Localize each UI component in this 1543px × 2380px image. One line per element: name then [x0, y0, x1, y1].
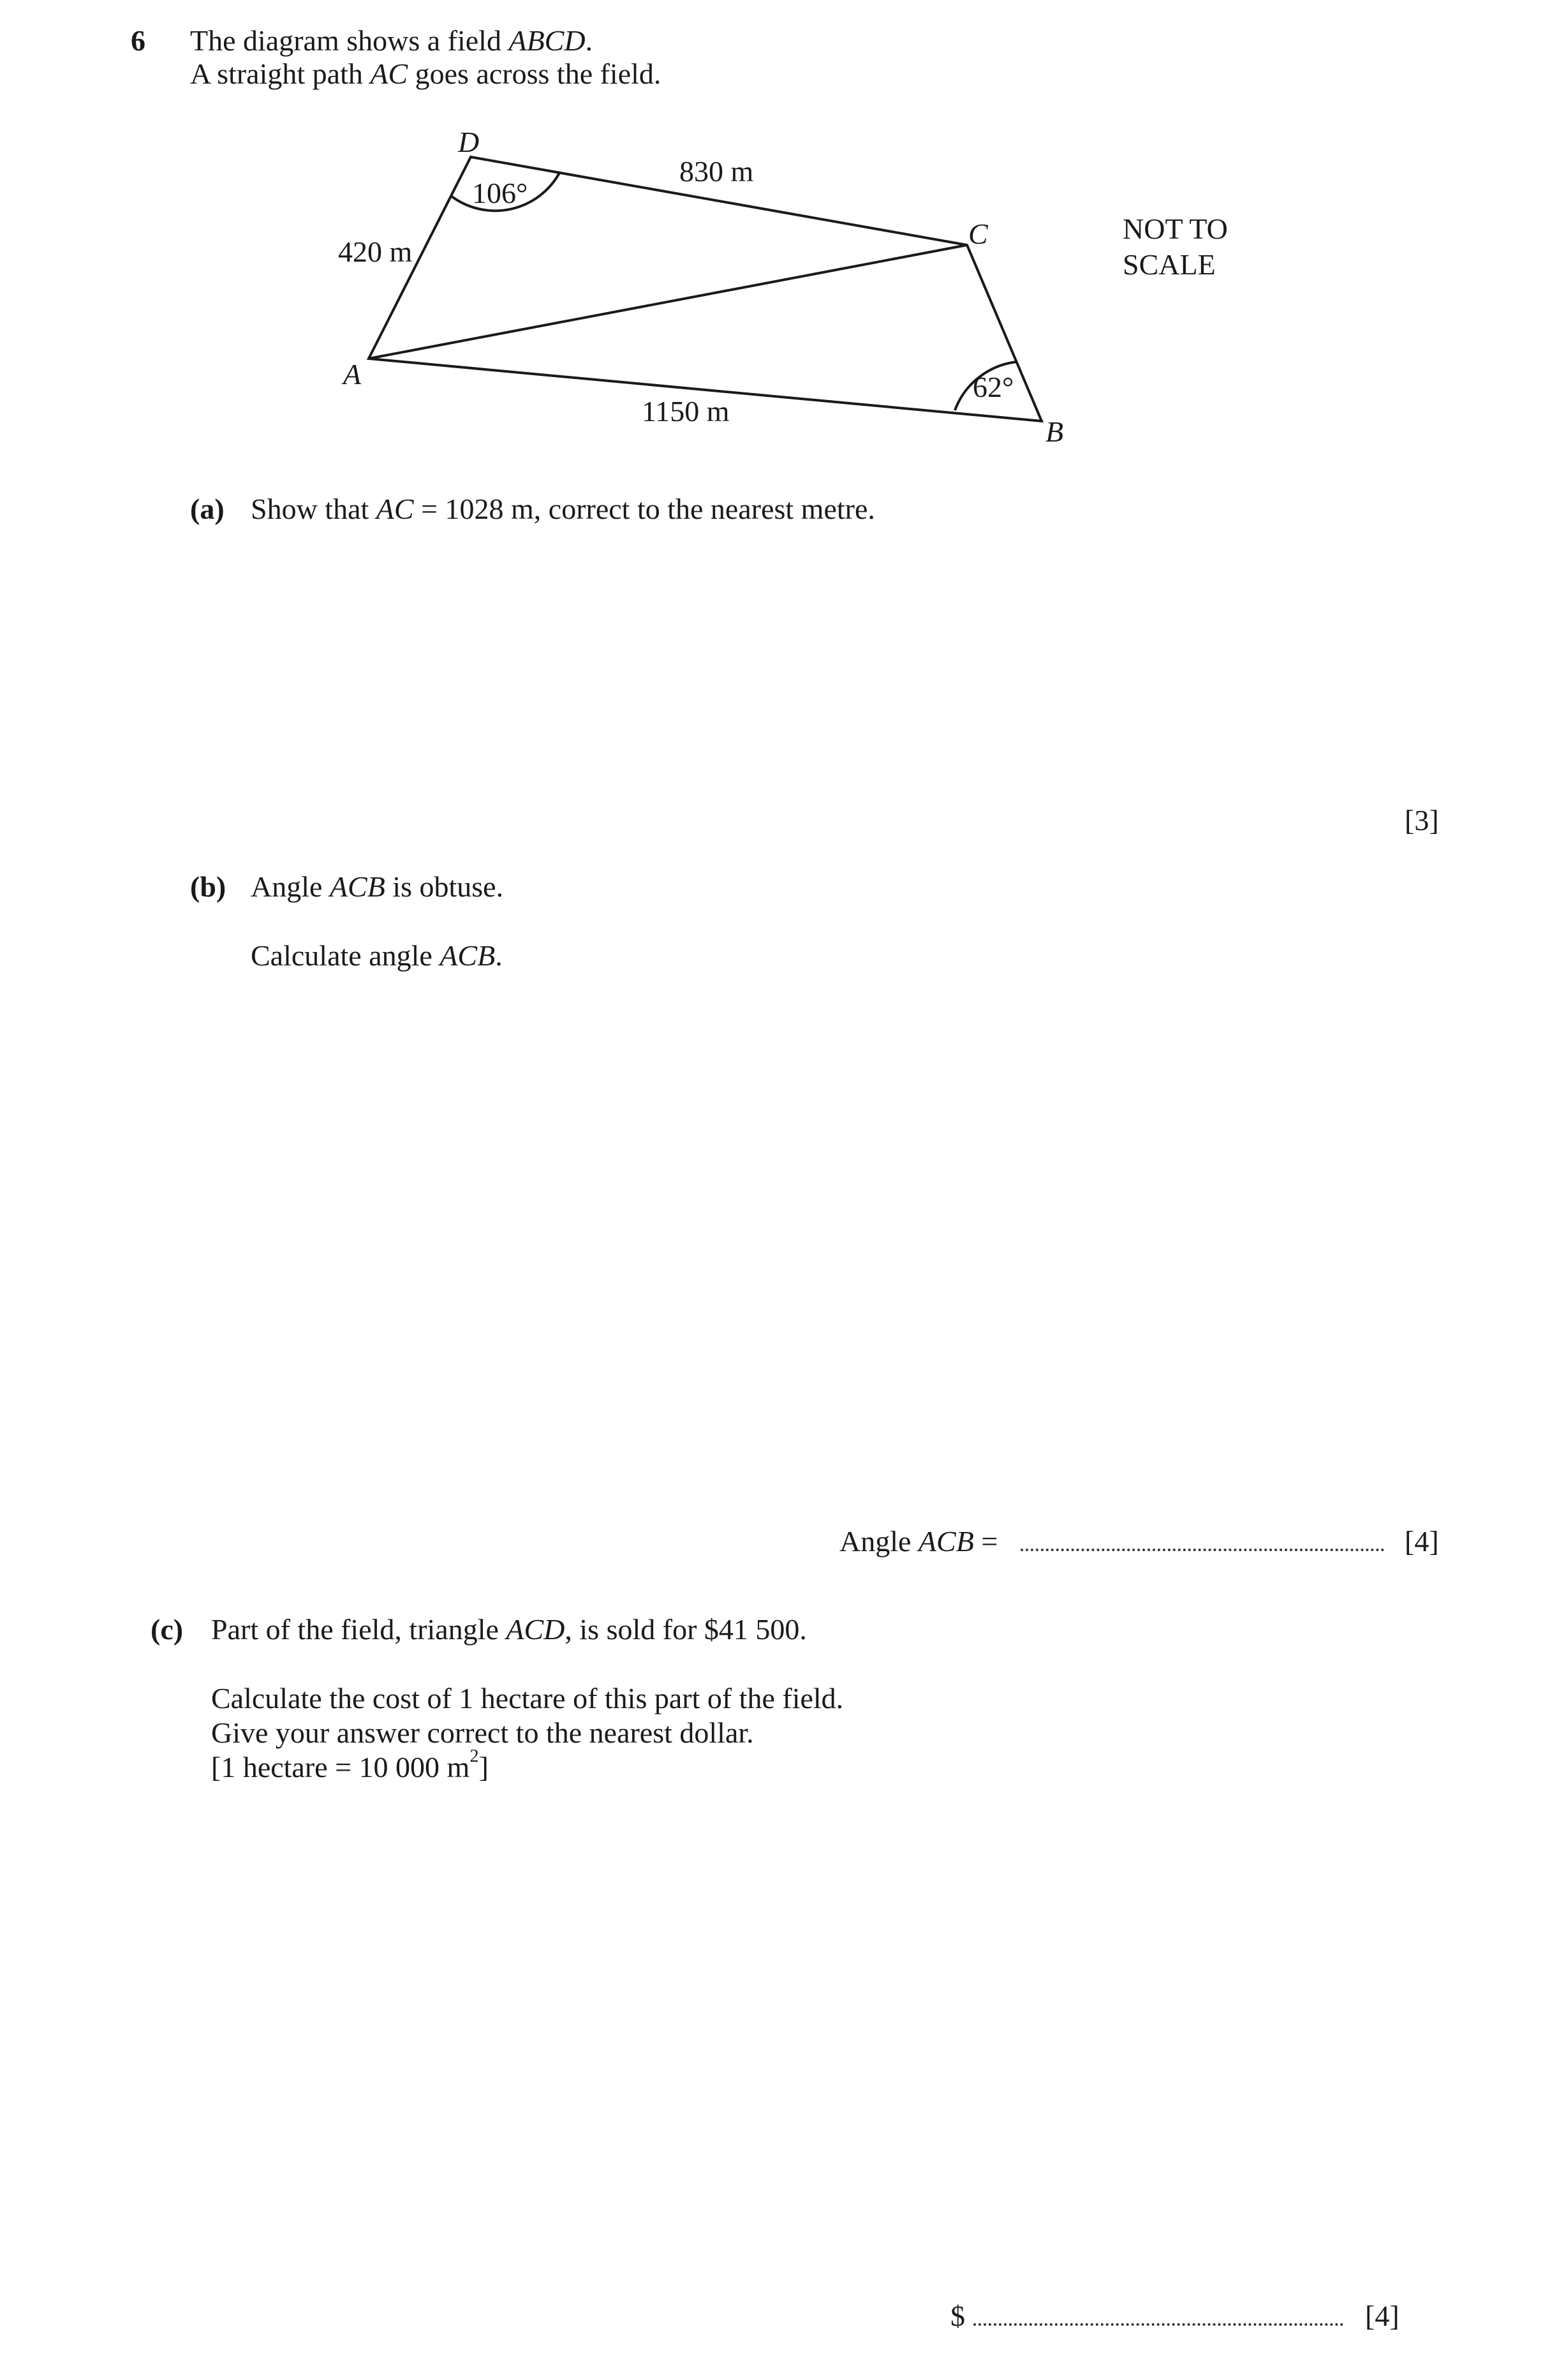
part-c-line1 [211, 1613, 807, 1647]
angle-b-label: 62° [973, 371, 1014, 403]
part-b-label: (b) [190, 870, 226, 903]
intro-line2-post: goes across the field. [408, 57, 661, 90]
part-b-answer-var: ACB [918, 1525, 974, 1558]
intro-line1-post: . [585, 24, 593, 57]
part-c-line4 [211, 1746, 489, 1785]
vertex-b-label: B [1045, 415, 1064, 448]
question-number: 6 [131, 24, 145, 57]
part-b-line1-pre: Angle [251, 870, 330, 903]
vertex-a-label: A [343, 358, 362, 390]
part-c-marks: [4] [1365, 2300, 1399, 2332]
part-c-line2: Calculate the cost of 1 hectare of this part of the field. [211, 1682, 844, 1714]
side-ad-label: 420 m [338, 235, 413, 268]
not-to-scale-line1: NOT TO [1123, 212, 1228, 245]
part-c-line4-pre: [1 hectare = 10 000 m [211, 1751, 470, 1783]
part-b-line1-post: is obtuse. [385, 870, 504, 903]
part-c-answer-line[interactable] [973, 2300, 1343, 2333]
intro-line2-pre: A straight path [190, 57, 371, 90]
part-b-line1 [251, 870, 503, 904]
part-a-text-var: AC [376, 493, 414, 525]
field-quadrilateral [369, 157, 1042, 421]
side-dc-label: 830 m [679, 155, 754, 188]
part-b-marks: [4] [1405, 1525, 1439, 1558]
not-to-scale-line2: SCALE [1123, 248, 1216, 281]
part-b-answer-pre: Angle [839, 1525, 919, 1558]
side-ab-label: 1150 m [642, 395, 730, 428]
part-b-line2-post: . [495, 939, 503, 972]
part-a-text-post: = 1028 m, correct to the nearest metre. [413, 493, 875, 525]
part-b-answer-post: = [973, 1525, 998, 1558]
part-b-line2-var: ACB [439, 939, 496, 972]
part-a-text-pre: Show that [251, 493, 376, 525]
part-c-line1-var: ACD [506, 1613, 565, 1646]
vertex-c-label: C [968, 218, 988, 250]
part-c-line1-pre: Part of the field, triangle [211, 1613, 506, 1646]
part-a-text [251, 493, 875, 526]
path-ac [369, 245, 967, 359]
intro-line1-pre: The diagram shows a field [190, 24, 509, 57]
angle-d-label: 106° [472, 177, 528, 209]
part-b-answer-label [839, 1525, 998, 1559]
part-c-answer-prefix: $ [950, 2300, 965, 2332]
field-diagram [0, 0, 1543, 485]
intro-line1-var: ABCD [508, 24, 586, 57]
part-c-line4-post: ] [478, 1751, 489, 1783]
vertex-d-label: D [458, 126, 480, 158]
part-b-line2 [251, 939, 503, 973]
part-c-line4-sup: 2 [469, 1746, 479, 1766]
part-b-answer-line[interactable] [1021, 1525, 1384, 1559]
intro-line2-var: AC [370, 57, 408, 90]
part-a-marks: [3] [1405, 804, 1439, 837]
part-b-line1-var: ACB [329, 870, 385, 903]
part-c-line3: Give your answer correct to the nearest dollar. [211, 1716, 754, 1749]
part-a-label: (a) [190, 493, 225, 525]
part-b-line2-pre: Calculate angle [251, 939, 440, 972]
part-c-label: (c) [151, 1613, 184, 1646]
part-c-line1-post: , is sold for $41 500. [565, 1613, 807, 1646]
